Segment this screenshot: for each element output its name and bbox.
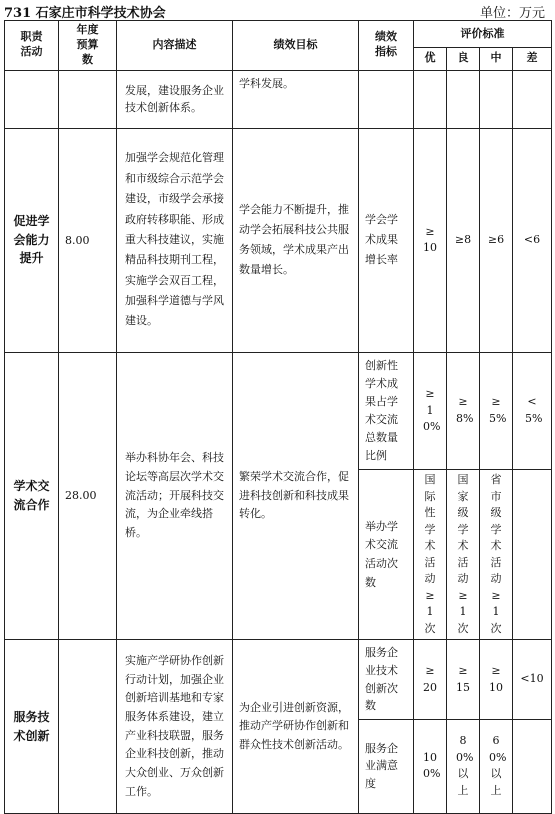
goal-cell: 繁荣学术交流合作，促进科技创新和科技成果转化。 <box>233 352 359 640</box>
content-cell: 实施产学研协作创新行动计划，加强企业创新培训基地和专家服务体系建设，建立产业科技联盟，服务企业科技创新，推动大众创业、万众创新工作。 <box>117 640 233 813</box>
budget-cell: 8.00 <box>59 128 117 352</box>
indicator-cell: 服务企业满意度 <box>359 719 414 813</box>
indicator-cell: 创新性学术成果占学术交流总数量比例 <box>359 352 414 470</box>
eval-poor: <10 <box>513 640 552 719</box>
eval-poor: <6 <box>513 128 552 352</box>
eval-poor <box>513 470 552 640</box>
col-content: 内容描述 <box>117 21 233 71</box>
eval-medium: 省市级学术活动≥1次 <box>480 470 513 640</box>
table-row <box>5 70 552 128</box>
goal-cell: 为企业引进创新资源，推动产学研协作创新和群众性技术创新活动。 <box>233 640 359 813</box>
col-indicator: 绩效指标 <box>359 21 414 71</box>
duty-cell: 学术交流合作 <box>5 352 59 640</box>
col-duty: 职责活动 <box>5 21 59 71</box>
content-cell: 发展，建设服务企业技术创新体系。 <box>117 70 233 128</box>
goal-cell: 学会能力不断提升，推动学会拓展科技公共服务领域，学术成果产出数量增长。 <box>233 128 359 352</box>
eval-excellent: ≥10 <box>414 128 447 352</box>
eval-excellent: ≥20 <box>414 640 447 719</box>
indicator-cell: 服务企业技术创新次数 <box>359 640 414 719</box>
performance-table <box>4 20 552 814</box>
col-poor: 差 <box>513 48 552 71</box>
title-bar <box>0 0 555 20</box>
col-eval-group: 评价标准 <box>414 21 552 48</box>
eval-excellent: ≥10% <box>414 352 447 470</box>
unit-label: 单位：万元 <box>479 6 545 21</box>
indicator-cell: 举办学术交流活动次数 <box>359 470 414 640</box>
indicator-cell: 学会学术成果增长率 <box>359 128 414 352</box>
eval-medium: 60%以上 <box>480 719 513 813</box>
header-row-1 <box>5 21 552 48</box>
content-cell: 举办科协年会、科技论坛等高层次学术交流活动；开展科技交流，为企业牵线搭桥。 <box>117 352 233 640</box>
eval-good: 80%以上 <box>447 719 480 813</box>
duty-cell <box>5 70 59 128</box>
eval-medium: ≥10 <box>480 640 513 719</box>
table-row <box>5 352 552 470</box>
eval-excellent: 国际性学术活动≥1次 <box>414 470 447 640</box>
eval-good: ≥15 <box>447 640 480 719</box>
budget-cell: 28.00 <box>59 352 117 640</box>
eval-medium: ≥5% <box>480 352 513 470</box>
document-title: 731 石家庄市科学技术协会 <box>4 6 166 21</box>
eval-excellent: 100% <box>414 719 447 813</box>
budget-cell <box>59 640 117 813</box>
eval-good: 国家级学术活动≥1次 <box>447 470 480 640</box>
eval-good: ≥8% <box>447 352 480 470</box>
col-goal: 绩效目标 <box>233 21 359 71</box>
col-good: 良 <box>447 48 480 71</box>
goal-cell: 学科发展。 <box>233 70 359 128</box>
budget-cell <box>59 70 117 128</box>
duty-cell: 促进学会能力提升 <box>5 128 59 352</box>
eval-poor: <5% <box>513 352 552 470</box>
col-medium: 中 <box>480 48 513 71</box>
duty-cell: 服务技术创新 <box>5 640 59 813</box>
table-row <box>5 640 552 719</box>
col-excellent: 优 <box>414 48 447 71</box>
col-budget: 年度预算数 <box>59 21 117 71</box>
table-row <box>5 128 552 352</box>
eval-good: ≥8 <box>447 128 480 352</box>
eval-poor <box>513 719 552 813</box>
eval-medium: ≥6 <box>480 128 513 352</box>
content-cell: 加强学会规范化管理和市级综合示范学会建设，市级学会承接政府转移职能、形成重大科技建议，实施精品科技期刊工程，实施学会双百工程，加强科学道德与学风建设。 <box>117 128 233 352</box>
